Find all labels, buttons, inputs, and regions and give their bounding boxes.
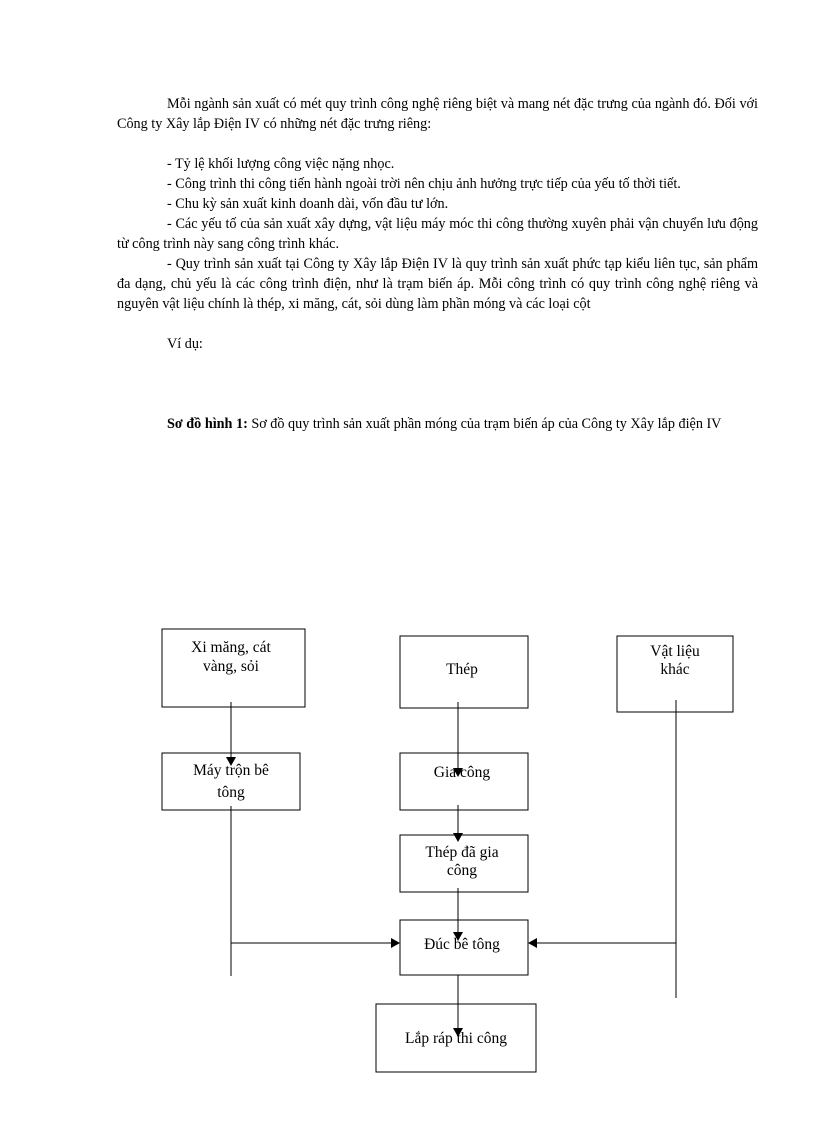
label-mixer-line1: Máy trộn bê <box>193 762 269 779</box>
example-label: Ví dụ: <box>167 336 203 352</box>
bullet-heavy-work: - Tỷ lệ khối lượng công việc nặng nhọc. <box>167 156 395 172</box>
label-steel: Thép <box>446 661 478 678</box>
bullet-process-description: - Quy trình sản xuất tại Công ty Xây lắp Điện IV là quy trình sản xuất phức tạp kiểu liên tục, sản phẩm đa dạng, chủ yếu là các công trình điện, như là trạm biến áp. Mỗi công trình có quy trình công nghệ riêng và nguyên vật liệu chính là thép, xi măng, cát, sỏi dùng làm phần móng và các loại cột <box>117 256 758 312</box>
label-cement-line2: vàng, sỏi <box>203 658 259 675</box>
bullet-long-cycle: - Chu kỳ sản xuất kinh doanh dài, vốn đầu tư lớn. <box>167 196 449 212</box>
label-other-line2: khác <box>660 661 690 678</box>
label-cement-line1: Xi măng, cát <box>191 639 271 656</box>
bullet-outdoor-weather: - Công trình thi công tiến hành ngoài trời nên chịu ảnh hưởng trực tiếp của yếu tố thời tiết. <box>167 176 681 192</box>
label-assembly: Lắp ráp thi công <box>404 1030 508 1047</box>
label-processed-line2: công <box>446 862 478 879</box>
label-casting: Đúc bê tông <box>424 936 500 953</box>
figure-caption-label: Sơ đồ hình 1: <box>167 416 248 432</box>
arrowhead-casting-right <box>528 938 537 948</box>
intro-paragraph: Mỗi ngành sản xuất có mét quy trình công nghệ riêng biệt và mang nét đặc trưng của ngành đó. Đối với Công ty Xây lắp Điện IV có những nét đặc trưng riêng: <box>117 96 758 132</box>
figure-caption-text: Sơ đồ quy trình sản xuất phần móng của trạm biến áp của Công ty Xây lắp điện IV <box>247 416 722 432</box>
arrowhead-casting-left <box>391 938 400 948</box>
label-other-line1: Vật liệu <box>650 643 700 660</box>
box-processing <box>400 753 528 810</box>
label-processed-line1: Thép đã gia <box>425 844 499 861</box>
label-mixer-line2: tông <box>217 784 245 801</box>
label-processing: Gia công <box>433 764 491 781</box>
bullet-mobile-equipment: - Các yếu tố của sản xuất xây dựng, vật liệu máy móc thi công thường xuyên phải vận chuyển lưu động từ công trình này sang công trình khác. <box>117 216 758 252</box>
